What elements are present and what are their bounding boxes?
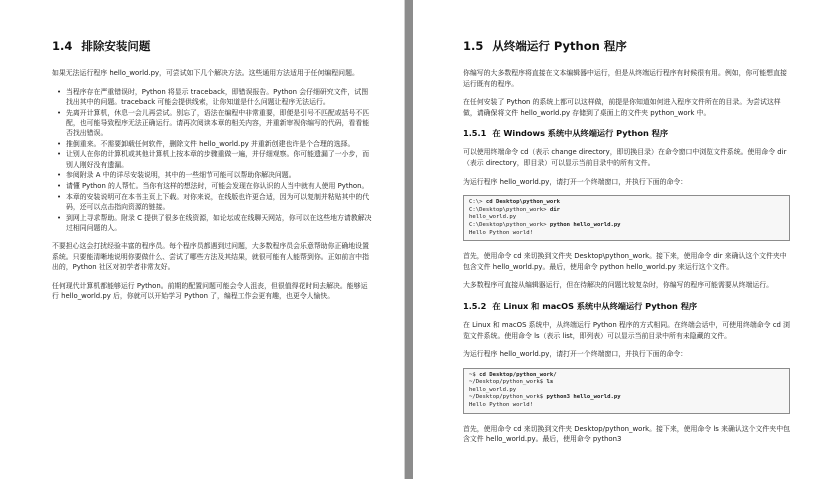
list-item: • 请懂 Python 的人帮忙。当你有这样的想法时，可能会发现在你认识的人当中就有人使用 Python。: [66, 181, 374, 191]
code-line: hello_world.py: [469, 386, 517, 393]
body-paragraph: 你编写的大多数程序将直接在文本编辑器中运行，但是从终端运行程序有时候很有用。例如，你可能想直接运行既有的程序。: [463, 69, 787, 88]
code-line: C:\Desktop\python_work> dir: [469, 206, 560, 213]
code-block-windows: [463, 195, 790, 241]
body-paragraph: 首先，使用命令 cd 来切换到文件夹 Desktop/python_work。接下来，使用命令 ls 来确认这个文件夹中包含文件 hello_world.py。最后，使用命令 python3: [463, 424, 790, 444]
section-number: 1.4: [52, 39, 73, 53]
body-paragraph: 任何现代计算机都能够运行 Python。前期的配置问题可能会令人沮丧，但很值得花时间去解决。能够运行 hello_world.py 后，你就可以开始学习 Python 了，编程工作会更有趣，也更令人愉快。: [52, 281, 368, 301]
code-line: ~$ cd Desktop/python_work/: [469, 371, 557, 378]
section-heading-1-4: [52, 38, 374, 54]
code-line: C:\> cd Desktop\python_work: [469, 199, 560, 206]
body-paragraph: 大多数程序可直接从编辑器运行，但在待解决的问题比较复杂时，你编写的程序可能需要从终端运行。: [463, 281, 774, 290]
body-paragraph: 不要担心这会打扰经验丰富的程序员。每个程序员都遇到过问题，大多数程序员会乐意帮助你正确地设置系统。只要能清晰地说明你要做什么、尝试了哪些方法及其结果，就很可能有人能帮到你。正如前言中指出的，Python 社区对初学者非常友好。: [52, 241, 369, 272]
subsection-heading-1-5-2: [463, 300, 790, 312]
code-line: ~/Desktop/python_work$ ls: [469, 379, 554, 386]
intro-paragraph: 如果无法运行程序 hello_world.py，可尝试如下几个解决方法。这些通用方法适用于任何编程问题。: [52, 69, 359, 77]
section-number: 1.5: [463, 39, 484, 53]
subsection-number: 1.5.1: [463, 128, 487, 139]
list-item: • 让别人在你的计算机或其他计算机上按本章的步骤重做一遍，并仔细观察。你可能遗漏了一小步，而别人刚好没有遗漏。: [66, 149, 374, 169]
body-paragraph: 首先，使用命令 cd 来切换到文件夹 Desktop\python_work。接下来，使用命令 dir 来确认这个文件夹中包含文件 hello_world.py。最后，使用命令 python hello_world.py 来运行这个文件。: [463, 252, 787, 271]
list-item: • 参阅附录 A 中的详尽安装说明，其中的一些细节可能可以帮助你解决问题。: [66, 170, 374, 180]
section-heading-1-5: [463, 38, 790, 54]
list-item: • 当程序存在严重错误时，Python 将显示 traceback，即错误报告。Python 会仔细研究文件，试图找出其中的问题。traceback 可能会提供线索，让你知道是什么问题让程序无法运行。: [66, 87, 374, 107]
subsection-title: 在 Windows 系统中从终端运行 Python 程序: [492, 128, 669, 139]
code-line: Hello Python world!: [469, 229, 533, 236]
subsection-heading-1-5-1: [463, 127, 790, 139]
section-title: 排除安装问题: [81, 39, 151, 53]
code-line: Hello Python world!: [469, 402, 533, 409]
subsection-number: 1.5.2: [463, 300, 487, 311]
body-paragraph: 为运行程序 hello_world.py，请打开一个终端窗口，并执行下面的命令：: [463, 350, 688, 359]
list-item: • 到网上寻求帮助。附录 C 提供了很多在线资源，如论坛或在线聊天网站，你可以在这些地方请教解决过相同问题的人。: [66, 213, 374, 233]
body-paragraph: 可以使用终端命令 cd（表示 change directory，即切换目录）在命令窗口中浏览文件系统。使用命令 dir（表示 directory，即目录）可以显示当前目录中的所有文件。: [463, 148, 787, 167]
body-paragraph: 在任何安装了 Python 的系统上都可以这样做，前提是你知道如何进入程序文件所在的目录。为尝试这样做，请确保将文件 hello_world.py 存储到了桌面上的文件夹 python_work 中。: [463, 98, 781, 117]
subsection-title: 在 Linux 和 macOS 系统中从终端运行 Python 程序: [492, 300, 698, 311]
list-item: • 先离开计算机，休息一会儿再尝试。别忘了，语法在编程中非常重要，即便是引号不匹配或括号不匹配，也可能导致程序无法正确运行。请再次阅读本章的相关内容，并重新审视你编写的代码，看看能否找出错误。: [66, 108, 374, 139]
page-gutter: [405, 0, 413, 479]
code-block-linux: [463, 368, 790, 414]
code-line: hello_world.py: [469, 214, 517, 221]
troubleshooting-list: [52, 87, 374, 233]
code-line: C:\Desktop\python_work> python hello_world.py: [469, 221, 621, 228]
body-paragraph: 在 Linux 和 macOS 系统中，从终端运行 Python 程序的方式相同。在终端会话中，可使用终端命令 cd 浏览文件系统。使用命令 ls（表示 list，即列表）可以显示当前目录中所有未隐藏的文件。: [463, 320, 790, 340]
left-page: [0, 0, 405, 479]
list-item: • 推倒重来。不需要卸载任何软件，删除文件 hello_world.py 并重新创建也许是个合理的选择。: [66, 139, 374, 149]
body-paragraph: 为运行程序 hello_world.py，请打开一个终端窗口，并执行下面的命令：: [463, 177, 688, 186]
list-item: • 本章的安装说明可在本书主页上下载。对你来说，在线版也许更合适，因为可以复制并粘贴其中的代码，还可以点击指向资源的链接。: [66, 192, 374, 212]
section-title: 从终端运行 Python 程序: [492, 39, 627, 53]
right-page: [413, 0, 820, 479]
code-line: ~/Desktop/python_work$ python3 hello_world.py: [469, 394, 621, 401]
